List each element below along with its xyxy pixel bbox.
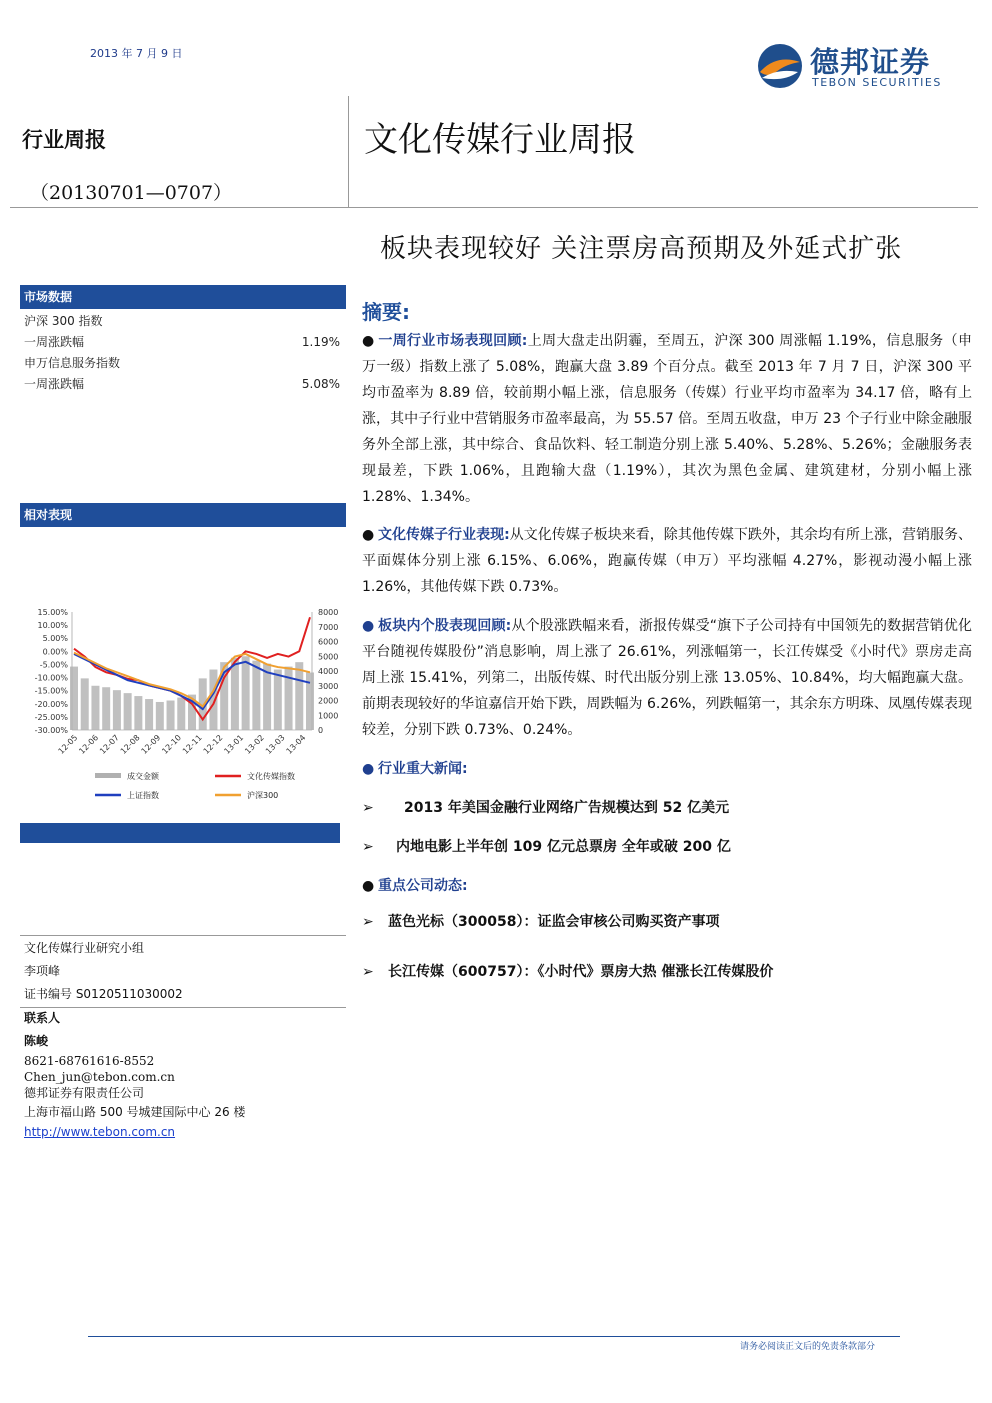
x-tick-label: 12-12 [201,733,225,756]
y-right-tick-label: 6000 [318,637,339,647]
analyst-name: 李项峰 [24,964,61,978]
market-row-label: 申万信息服务指数 [24,356,121,370]
volume-bar [70,667,78,730]
news-item [362,798,729,818]
y-left-tick-label: -20.00% [34,699,68,709]
company-address: 上海市福山路 500 号城建国际中心 26 楼 [24,1105,246,1119]
market-row [24,332,340,353]
paragraph-heading: 文化传媒子行业表现: [378,527,510,543]
summary-heading: 摘要: [362,300,410,324]
arrow-bullet-icon: ➢ [362,839,374,855]
legend-swatch [95,773,121,778]
contact-top-divider [20,935,346,936]
x-tick-label: 12-10 [160,733,184,756]
summary-paragraph-stocks [362,613,972,743]
contact-email[interactable]: Chen_jun@tebon.com.cn [24,1070,175,1084]
bullet-dot-icon: ● [362,333,375,349]
contact-label: 联系人 [24,1011,61,1025]
y-left-tick-label: -30.00% [34,726,68,735]
volume-bar [102,687,110,730]
header-divider-vertical [348,96,349,208]
volume-bar [91,686,99,730]
market-row-label: 一周涨跌幅 [24,377,85,391]
certificate-number: 证书编号 S0120511030002 [24,987,183,1001]
volume-bar [156,702,164,730]
relative-performance-panel [20,503,346,527]
market-row-label: 一周涨跌幅 [24,335,85,349]
volume-bar [81,678,89,730]
legend-label: 成交金额 [127,772,159,781]
y-right-tick-label: 8000 [318,608,339,617]
volume-bar [145,699,153,730]
y-right-tick-label: 5000 [318,652,339,662]
x-tick-label: 12-07 [98,733,121,756]
footer-disclaimer: 请务必阅读正文后的免责条款部分 [740,1342,876,1352]
x-tick-label: 12-06 [77,733,101,756]
arrow-bullet-icon: ➢ [362,964,374,980]
x-tick-label: 13-02 [243,733,266,756]
x-tick-label: 12-08 [118,733,142,756]
y-right-tick-label: 2000 [318,696,339,706]
relative-performance-heading: 相对表现 [20,503,346,527]
logo-en-text: TEBON SECURITIES [812,76,942,89]
company-item [362,912,719,932]
contact-block [24,1008,245,1142]
report-date: 2013 年 7 月 9 日 [90,47,183,60]
volume-bar [124,693,132,730]
y-left-tick-label: 0.00% [42,647,68,657]
bullet-dot-icon: ● [362,618,375,634]
volume-bar [231,658,239,730]
company-heading: 重点公司动态: [378,878,468,894]
market-data-heading: 市场数据 [20,285,346,309]
report-type: 行业周报 [22,128,106,152]
news-item [362,837,731,857]
market-data-panel [20,285,346,395]
summary-paragraph-market [362,328,972,510]
company-item-text: 长江传媒（600757）：《小时代》票房大热 催涨长江传媒股价 [388,964,774,980]
volume-bar [252,661,260,730]
report-period: （20130701—0707） [30,182,233,204]
contact-name: 陈峻 [24,1034,49,1048]
paragraph-heading: 板块内个股表现回顾: [378,618,512,634]
footer-divider [88,1336,900,1337]
legend-label: 文化传媒指数 [247,772,295,781]
tebon-logo [756,40,956,95]
market-row-value: 5.08% [301,377,340,391]
company-name: 德邦证券有限责任公司 [24,1086,145,1100]
y-left-tick-label: -5.00% [39,660,68,670]
news-item-text: 2013 年美国金融行业网络广告规模达到 52 亿美元 [404,800,730,816]
logo-cn-text: 德邦证券 [810,45,931,79]
market-row-value: 1.19% [301,335,340,349]
y-right-tick-label: 1000 [318,711,339,721]
company-item [362,962,773,982]
legend-label: 沪深300 [247,791,279,800]
news-heading-row [362,756,972,782]
analyst-block [24,937,183,1006]
market-row-label: 沪深 300 指数 [24,314,103,328]
volume-bar [134,696,142,730]
y-left-tick-label: 5.00% [42,634,68,644]
paragraph-body: 从个股涨跌幅来看，浙报传媒受“旗下子公司持有中国领先的数据营销优化平台随视传媒股份”消息影响，周上涨了 26.61%，列涨幅第一，长江传媒受《小时代》票房走高周上涨 15.41%，列第二，出版传媒、时代出版分别上涨 13.05%、10.84%，均大幅跑赢大盘。前期表现较好的华谊嘉信开始下跌，周跌幅为 6.26%，列跌幅第一，其余东方明珠、凤凰传媒表现较差，分别下跌 0.73%、0.24%。 [362,618,972,738]
bullet-dot-icon: ● [362,761,375,777]
research-team: 文化传媒行业研究小组 [24,941,145,955]
bullet-dot-icon: ● [362,878,375,894]
volume-bar [274,670,282,730]
y-left-tick-label: -25.00% [34,712,68,722]
company-item-text: 蓝色光标（300058）：证监会审核公司购买资产事项 [388,914,720,930]
y-left-tick-label: -10.00% [34,673,68,683]
company-heading-row [362,873,972,899]
volume-bar [295,662,303,730]
news-heading: 行业重大新闻: [378,761,468,777]
contact-phone: 8621-68761616-8552 [24,1054,155,1068]
volume-bar [167,701,175,731]
news-item-text: 内地电影上半年创 109 亿元总票房 全年或破 200 亿 [396,839,731,855]
market-row [24,353,340,374]
bullet-dot-icon: ● [362,527,375,543]
volume-bar [177,698,185,730]
arrow-bullet-icon: ➢ [362,800,374,816]
website-link[interactable]: http://www.tebon.com.cn [24,1125,176,1139]
x-tick-label: 12-05 [56,733,80,756]
page-subtitle: 板块表现较好 关注票房高预期及外延式扩张 [380,234,903,264]
summary-paragraph-subsector [362,522,972,600]
market-row [24,311,340,332]
volume-bar [113,690,121,730]
arrow-bullet-icon: ➢ [362,914,374,930]
y-left-tick-label: -15.00% [34,686,68,696]
page-title: 文化传媒行业周报 [364,120,636,160]
paragraph-body: 上周大盘走出阴霾，至周五，沪深 300 周涨幅 1.19%，信息服务（申万一级）指数上涨了 5.08%，跑赢大盘 3.89 个百分点。截至 2013 年 7 月 7 日，沪深 300 平均市盈率为 8.89 倍，较前期小幅上涨，信息服务（传媒）行业平均市盈率为 34.17 倍，略有上涨，其中子行业中营销服务市盈率最高，为 55.57 倍。至周五收盘，申万 23 个子行业中除金融服务外全部上涨，其中综合、食品饮料、轻工制造分别上涨 5.40%、5.28%、5.26%；金融服务表现最差，下跌 1.06%，且跑输大盘（1.19%），其次为黑色金属、建筑建材，分别小幅上涨 1.28%、1.34%。 [362,333,972,505]
paragraph-body: 从文化传媒子板块来看，除其他传媒下跌外，其余均有所上涨，营销服务、平面媒体分别上涨 6.15%、6.06%，跑赢传媒（申万）平均涨幅 4.27%，影视动漫小幅上涨 1.26%，其他传媒下跌 0.73%。 [362,527,973,595]
y-right-tick-label: 7000 [318,622,339,632]
y-right-tick-label: 0 [318,726,324,735]
y-right-tick-label: 3000 [318,681,339,691]
relative-performance-chart [20,600,346,815]
x-tick-label: 13-01 [222,733,246,756]
volume-bar [242,656,250,730]
x-tick-label: 12-09 [139,733,163,756]
header-divider-horizontal [10,207,978,208]
x-tick-label: 13-03 [263,733,287,756]
paragraph-heading: 一周行业市场表现回顾: [378,333,528,349]
logo-emblem-icon [756,42,804,90]
x-tick-label: 12-11 [180,733,204,756]
legend-label: 上证指数 [127,791,159,800]
y-right-tick-label: 4000 [318,667,339,676]
y-left-tick-label: 10.00% [37,621,68,631]
y-left-tick-label: 15.00% [37,608,68,617]
x-tick-label: 13-04 [284,733,308,756]
chart-footer-bar [20,823,340,843]
market-row [24,374,340,395]
volume-bar [209,670,217,730]
